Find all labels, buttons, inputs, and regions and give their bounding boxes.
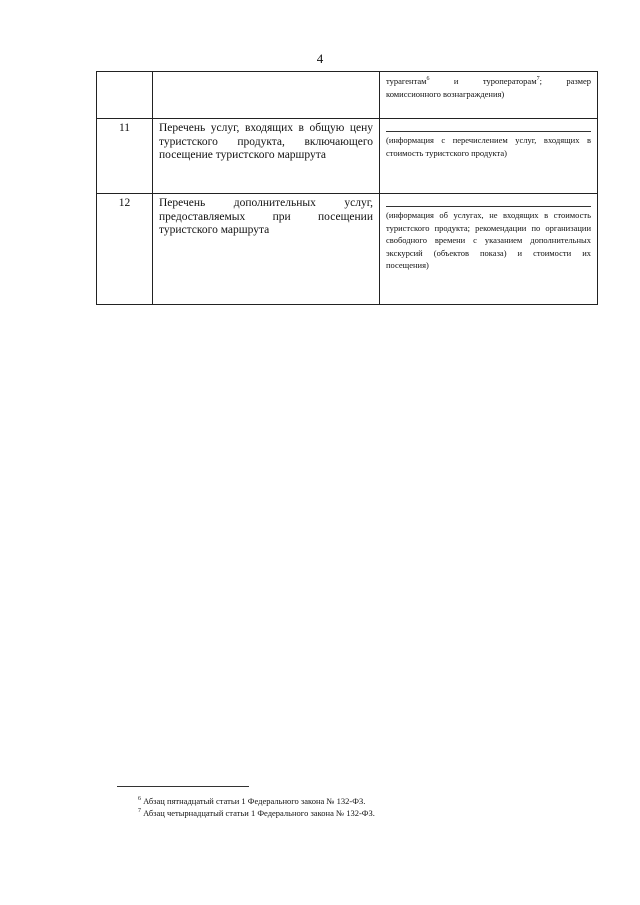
footnote-7: $^7$ Абзац четырнадцатый статьи 1 Федерального закона № 132-ФЗ.	[138, 807, 375, 818]
continuation-line-1: турагентам$^6$ и туроператорам$^7$; размер	[386, 76, 591, 86]
row-name-cell: Перечень услуг, входящих в общую цену туристского продукта, включающего посещение туристского маршрута	[153, 119, 380, 194]
row-value-cell	[380, 194, 598, 305]
services-table	[96, 71, 598, 305]
row-value-hint: (информация об услугах, не входящих в стоимость туристского продукта; рекомендации по организации свободного времени с указанием дополнительных экскурсий (объектов показа) и стоимости их посещения)	[386, 210, 591, 270]
row-value-cell	[380, 72, 598, 119]
fill-in-line	[386, 197, 591, 207]
footnote-ref-6: 6	[426, 76, 430, 83]
table-row-continuation	[97, 72, 598, 119]
row-value-hint: (информация с перечислением услуг, входящих в стоимость туристского продукта)	[386, 135, 591, 158]
page-number: 4	[316, 51, 324, 66]
footnotes	[138, 796, 375, 819]
table-row-11	[97, 119, 598, 194]
fill-in-line	[386, 122, 591, 132]
row-name-cell	[153, 72, 380, 119]
footnote-separator	[117, 786, 249, 787]
row-name-cell: Перечень дополнительных услуг, предоставляемых при посещении туристского маршрута	[153, 194, 380, 305]
table-row-12	[97, 194, 598, 305]
row-number-cell	[97, 72, 153, 119]
row-number-cell: 12	[97, 194, 153, 305]
continuation-line-2: комиссионного вознаграждения)	[386, 88, 505, 99]
row-number-cell: 11	[97, 119, 153, 194]
footnote-6: $^6$ Абзац пятнадцатый статьи 1 Федерального закона № 132-ФЗ.	[138, 796, 366, 806]
footnote-ref-7: 7	[536, 76, 540, 83]
row-value-cell	[380, 119, 598, 194]
